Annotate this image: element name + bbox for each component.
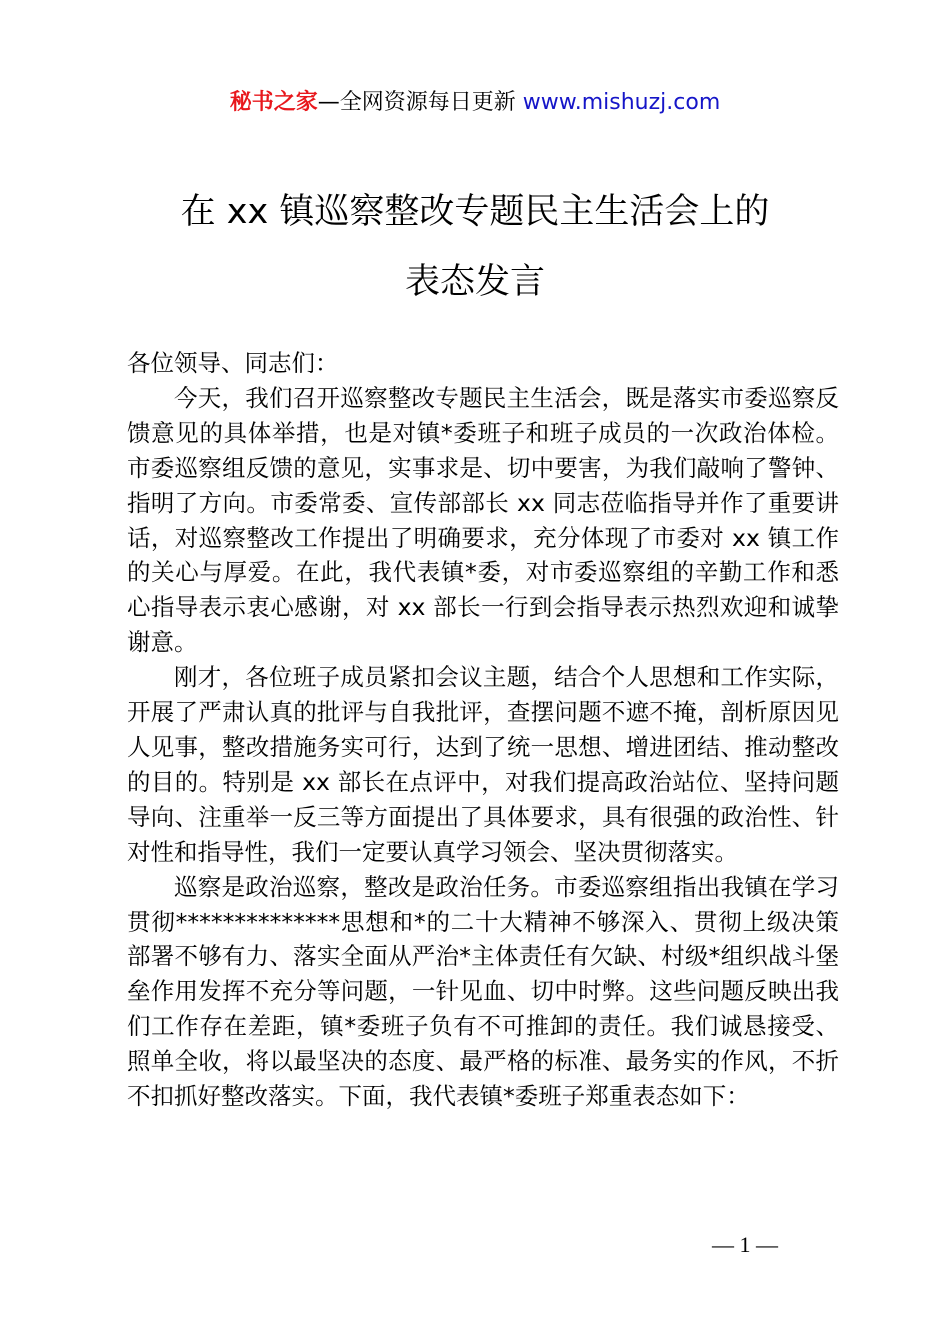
document-title-line-2: 表态发言 bbox=[404, 262, 545, 302]
paragraph: 巡察是政治巡察，整改是政治任务。市委巡察组指出我镇在学习贯彻**************思想和*的二十大精神不够深入、贯彻上级决策部署不够有力、落实全面从严治*主体责任有欠缺、村级*组织战斗堡垒作用发挥不充分等问题，一针见血、切中时弊。这些问题反映出我们工作存在差距，镇*委班子负有不可推卸的责任。我们诚恳接受、照单全收，将以最坚决的态度、最严格的标准、最务实的作风，不折不扣抓好整改落实。下面，我代表镇*委班子郑重表态如下： bbox=[127, 872, 839, 1111]
document-body bbox=[127, 346, 839, 1114]
paragraph: 今天，我们召开巡察整改专题民主生活会，既是落实市委巡察反馈意见的具体举措，也是对镇*委班子和班子成员的一次政治体检。市委巡察组反馈的意见，实事求是、切中要害，为我们敲响了警钟、指明了方向。市委常委、宣传部部长 xx 同志莅临指导并作了重要讲话，对巡察整改工作提出了明确要求，充分体现了市委对 xx 镇工作的关心与厚爱。在此，我代表镇*委，对市委巡察组的辛勤工作和悉心指导表示衷心感谢，对 xx 部长一行到会指导表示热烈欢迎和诚挚谢意。 bbox=[127, 383, 839, 657]
document-title-line-1: 在 xx 镇巡察整改专题民主生活会上的 bbox=[180, 192, 770, 232]
watermark-header bbox=[0, 88, 950, 118]
paragraph: 刚才，各位班子成员紧扣会议主题，结合个人思想和工作实际，开展了严肃认真的批评与自我批评，查摆问题不遮不掩，剖析原因见人见事，整改措施务实可行，达到了统一思想、增进团结、推动整改的目的。特别是 xx 部长在点评中，对我们提高政治站位、坚持问题导向、注重举一反三等方面提出了具体要求，具有很强的政治性、针对性和指导性，我们一定要认真学习领会、坚决贯彻落实。 bbox=[127, 663, 839, 866]
salutation: 各位领导、同志们： bbox=[127, 349, 339, 377]
website-link[interactable]: www.mishuzj.com bbox=[522, 90, 721, 115]
brand-name: 秘书之家 bbox=[229, 90, 318, 115]
page-number: — 1 — bbox=[712, 1232, 778, 1257]
header-slogan: —全网资源每日更新 bbox=[317, 90, 523, 115]
